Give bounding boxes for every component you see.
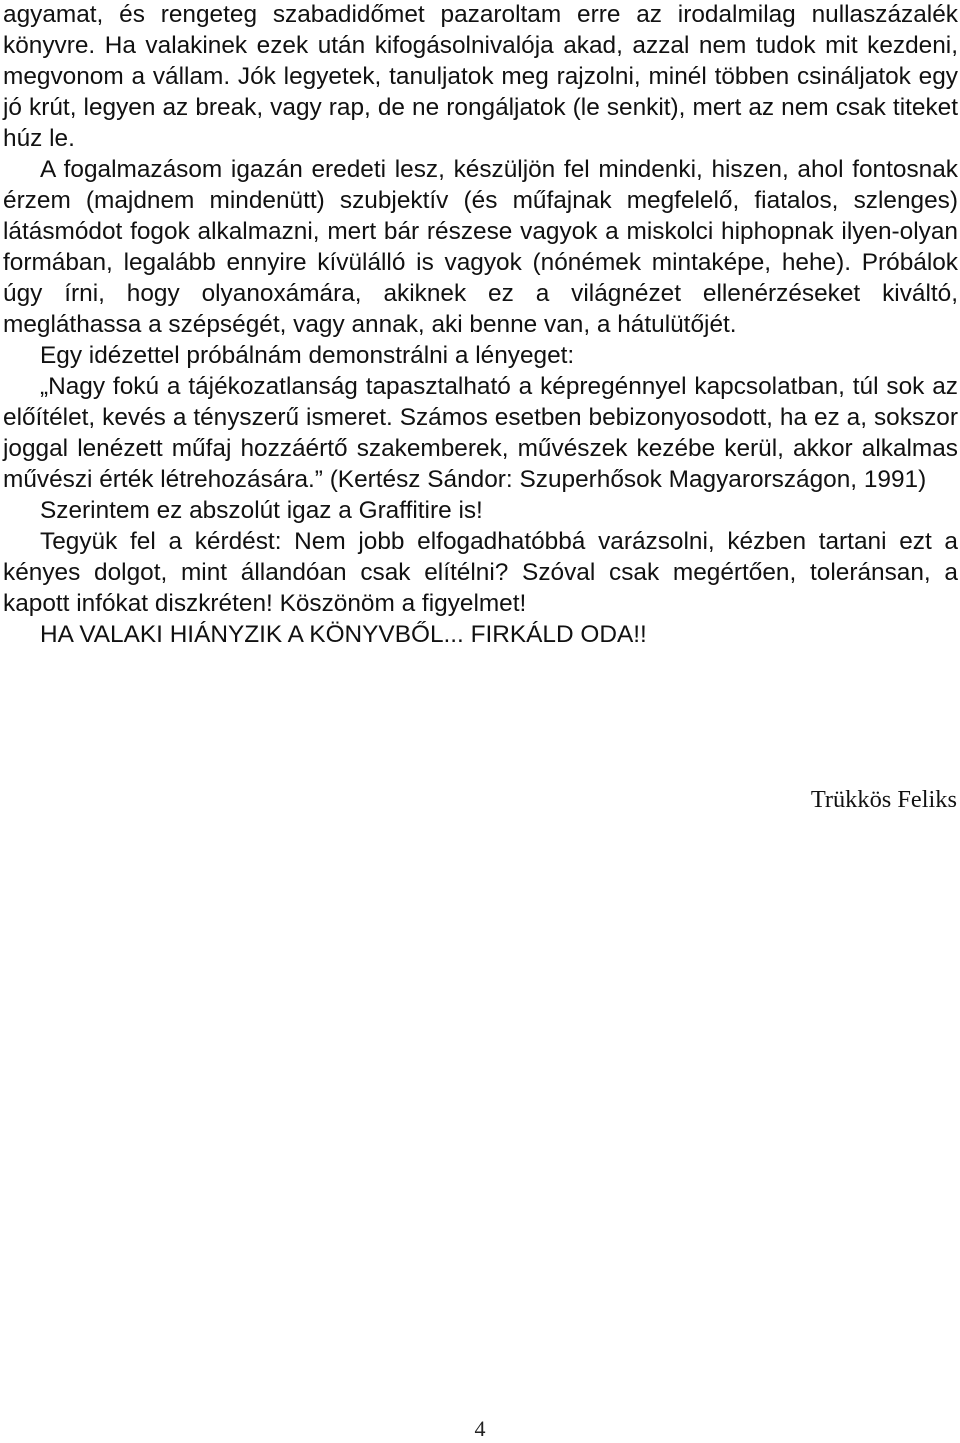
- paragraph-question: Tegyük fel a kérdést: Nem jobb elfogadhatóbbá varázsolni, kézben tartani ezt a kényes dolgot, mint állandóan csak elítélni? Szóval csak megértően, toleránsan, a kapott infókat diszkréten! Köszönöm a figyelmet!: [3, 528, 958, 617]
- paragraph-quote: „Nagy fokú a tájékozatlanság tapasztalható a képregénnyel kapcsolatban, túl sok az előítélet, kevés a tényszerű ismeret. Számos esetben bebizonyosodott, ha ez a, sokszor joggal lenézett műfaj hozzáértő szakemberek, művészek kezébe kerül, akkor alkalmas művészi érték létrehozására.” (Kertész Sándor: Szuperhősok Magyarországon, 1991): [3, 373, 958, 493]
- paragraph-closing: HA VALAKI HIÁNYZIK A KÖNYVBŐL... FIRKÁLD ODA!!: [40, 621, 647, 648]
- paragraph-quote-lead: Egy idézettel próbálnám demonstrálni a lényeget:: [40, 342, 575, 369]
- paragraph-intro: agyamat, és rengeteg szabadidőmet pazaroltam erre az irodalmilag nullaszázalék könyvre. Ha valakinek ezek után kifogásolnivalója akad, azzal nem tudok mit kezdeni, megvonom a vállam. Jók legyetek, tanuljatok meg rajzolni, minél többen csináljatok egy jó krút, legyen az break, vagy rap, de ne rongáljatok (le senkit), mert az nem csak titeket húz le.: [3, 1, 958, 152]
- paragraph-style: A fogalmazásom igazán eredeti lesz, készüljön fel mindenki, hiszen, ahol fontosnak érzem (majdnem mindenütt) szubjektív (és műfajnak megfelelő, fiatalos, szlenges) látásmódot fogok alkalmazni, mert bár részese vagyok a miskolci hiphopnak ilyen-olyan formában, legalább ennyire kívülálló is vagyok (nónémek mintaképe, hehe). Próbálok úgy írni, hogy olyanoxámára, akiknek ez a világnézet ellenérzéseket kiváltó, megláthassa a szépségét, vagy annak, aki benne van, a hátulütőjét.: [3, 156, 958, 338]
- page-number: 4: [474, 1416, 486, 1441]
- author-signature: Trükkös Feliks: [810, 786, 957, 813]
- paragraph-opinion: Szerintem ez abszolút igaz a Graffitire is!: [40, 497, 483, 524]
- document-page: [3, 0, 958, 650]
